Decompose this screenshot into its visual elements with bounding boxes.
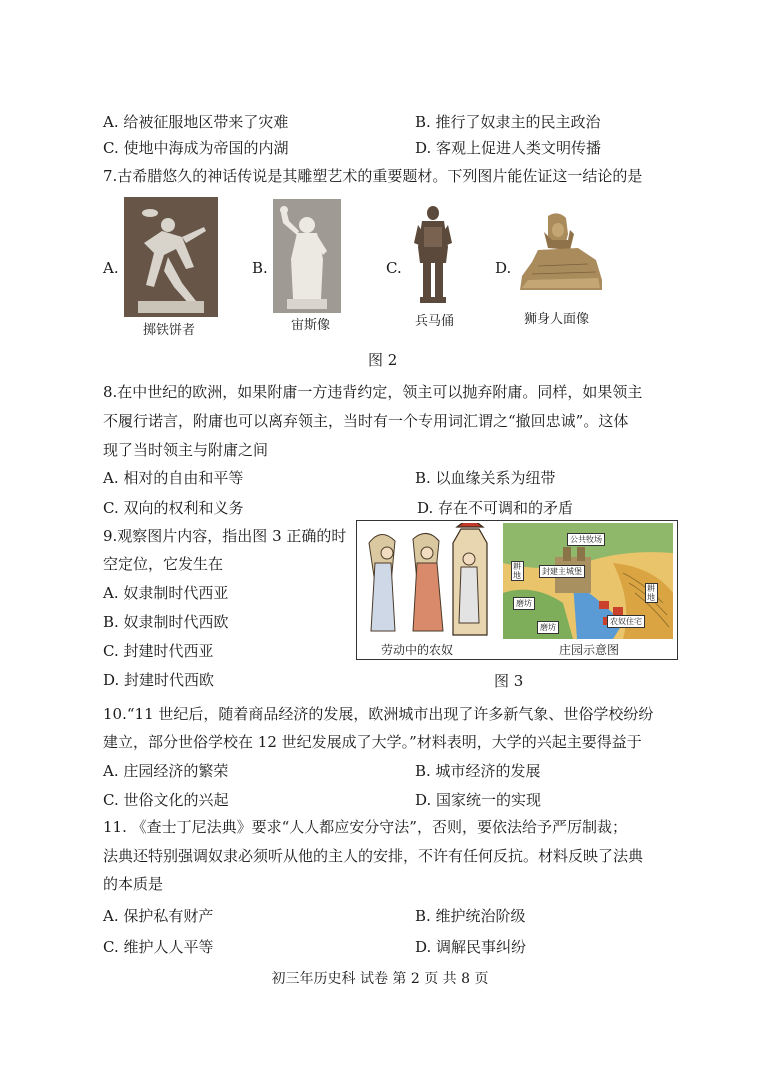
q6-option-b: B. 推行了奴隶主的民主政治 xyxy=(415,113,601,131)
q9-option-d: D. 封建时代西欧 xyxy=(103,671,215,689)
q9-figure-label: 图 3 xyxy=(494,672,524,690)
fig3-caption-left: 劳动中的农奴 xyxy=(381,643,454,657)
q8-option-d: D. 存在不可调和的矛盾 xyxy=(417,499,574,517)
figure-3-frame xyxy=(356,520,678,660)
q8-option-b: B. 以血缘关系为纽带 xyxy=(415,469,556,487)
q7-caption-b: 宙斯像 xyxy=(291,318,331,333)
terracotta-warrior-image xyxy=(410,203,456,307)
discus-thrower-image xyxy=(124,197,218,317)
map-label-mill-2: 磨坊 xyxy=(537,621,559,634)
map-label-farmland-right: 耕地 xyxy=(645,583,658,603)
map-label-serf-houses: 农奴住宅 xyxy=(607,615,645,628)
q6-option-c: C. 使地中海成为帝国的内湖 xyxy=(103,139,289,157)
q7-stem: 7.古希腊悠久的神话传说是其雕塑艺术的重要题材。下列图片能佐证这一结论的是 xyxy=(103,167,643,185)
q10-stem-line2: 建立，部分世俗学校在 12 世纪发展成了大学。”材料表明，大学的兴起主要得益于 xyxy=(103,733,642,751)
zeus-statue-image xyxy=(273,199,341,313)
q11-stem-line2: 法典还特别强调奴隶必须听从他的主人的安排，不许有任何反抗。材料反映了法典 xyxy=(103,847,644,865)
serfs-working-image xyxy=(361,523,495,639)
page-footer: 初三年历史科 试卷 第 2 页 共 8 页 xyxy=(271,971,489,987)
q11-option-b: B. 维护统治阶级 xyxy=(415,907,526,925)
q10-stem-line1: 10.“11 世纪后，随着商品经济的发展，欧洲城市出现了许多新气象、世俗学校纷纷 xyxy=(103,705,654,723)
map-label-castle: 封建主城堡 xyxy=(539,565,585,578)
q10-option-a: A. 庄园经济的繁荣 xyxy=(103,762,229,780)
q7-caption-a: 掷铁饼者 xyxy=(143,323,196,338)
q8-stem-line1: 8.在中世纪的欧洲，如果附庸一方违背约定，领主可以抛弃附庸。同样，如果领主 xyxy=(103,383,643,401)
map-label-mill: 磨坊 xyxy=(513,597,535,610)
map-label-pasture: 公共牧场 xyxy=(567,533,605,546)
q9-stem-line1: 9.观察图片内容，指出图 3 正确的时 xyxy=(103,527,347,545)
q11-stem-line1: 11. 《查士丁尼法典》要求“人人都应安分守法”，否则，要依法给予严厉制裁； xyxy=(103,818,627,836)
q7-label-b: B. xyxy=(252,259,268,277)
q11-stem-line3: 的本质是 xyxy=(103,875,164,893)
q10-option-b: B. 城市经济的发展 xyxy=(415,762,541,780)
q7-caption-c: 兵马俑 xyxy=(415,314,455,329)
sphinx-image xyxy=(518,210,604,294)
q8-stem-line2: 不履行诺言，附庸也可以离弃领主，当时有一个专用词汇谓之“撤回忠诚”。这体 xyxy=(103,412,629,430)
manor-map-image xyxy=(503,523,673,639)
fig3-caption-right: 庄园示意图 xyxy=(559,643,620,657)
q11-option-d: D. 调解民事纠纷 xyxy=(415,938,527,956)
q7-figure-label: 图 2 xyxy=(368,351,398,369)
q8-option-c: C. 双向的权利和义务 xyxy=(103,499,244,517)
q7-label-c: C. xyxy=(386,259,402,277)
q10-option-d: D. 国家统一的实现 xyxy=(415,791,542,809)
q11-option-c: C. 维护人人平等 xyxy=(103,938,214,956)
q11-option-a: A. 保护私有财产 xyxy=(103,907,214,925)
q9-stem-line2: 空定位，它发生在 xyxy=(103,555,224,573)
q9-option-c: C. 封建时代西亚 xyxy=(103,642,214,660)
q7-caption-d: 狮身人面像 xyxy=(524,312,590,327)
q7-label-d: D. xyxy=(495,259,512,277)
q8-stem-line3: 现了当时领主与附庸之间 xyxy=(103,441,269,459)
q7-label-a: A. xyxy=(103,259,119,277)
q6-option-d: D. 客观上促进人类文明传播 xyxy=(415,139,602,157)
q9-option-b: B. 奴隶制时代西欧 xyxy=(103,613,229,631)
q10-option-c: C. 世俗文化的兴起 xyxy=(103,791,229,809)
q6-option-a: A. 给被征服地区带来了灾难 xyxy=(103,113,289,131)
q9-option-a: A. 奴隶制时代西亚 xyxy=(103,584,229,602)
map-label-farmland-left: 耕地 xyxy=(511,561,524,581)
q8-option-a: A. 相对的自由和平等 xyxy=(103,469,244,487)
